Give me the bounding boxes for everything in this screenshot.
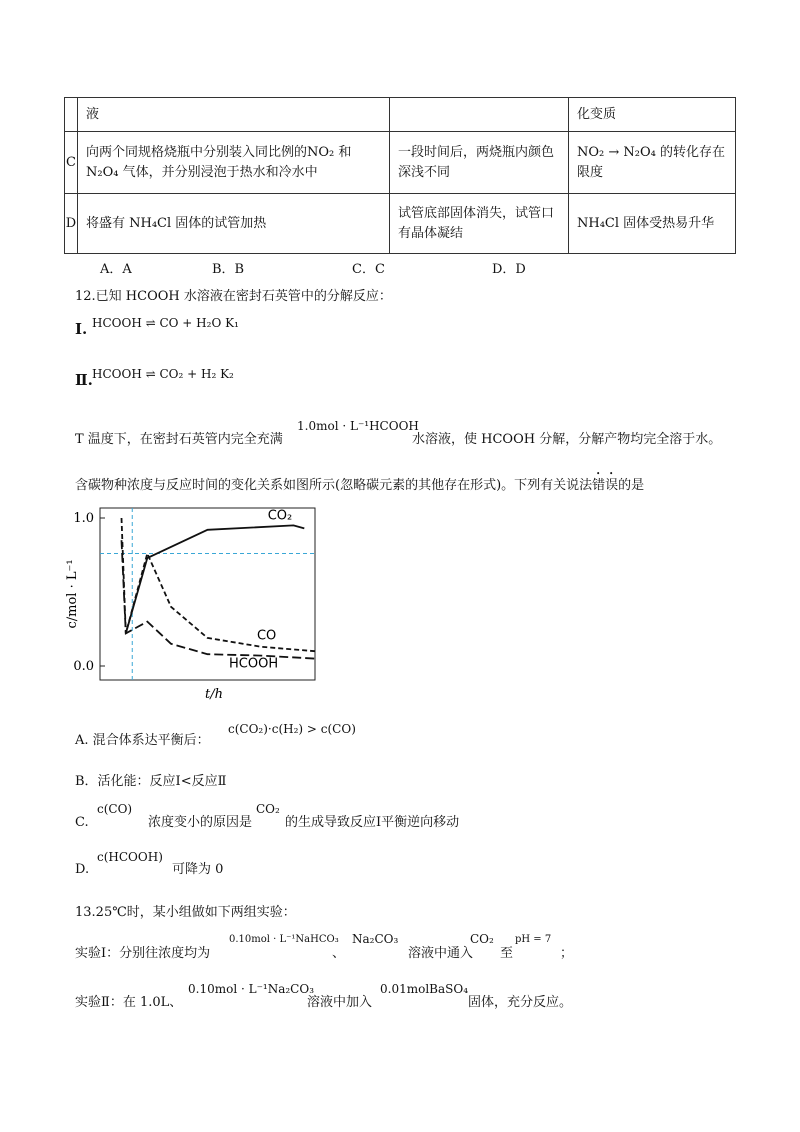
q12-emphasis: 错误 xyxy=(592,478,619,493)
y-axis-label: c/mol · L⁻¹ xyxy=(65,559,80,629)
q12-condition-a: T 温度下，在密封石英管内完全充满 xyxy=(75,432,283,447)
reaction-1-label: Ⅰ. xyxy=(75,320,88,338)
q12-option-b: B．活化能：反应Ⅰ<反应Ⅱ xyxy=(75,774,227,789)
option-d: D．D xyxy=(492,262,526,277)
q12-concentration: 1.0mol · L⁻¹HCOOH xyxy=(297,419,419,433)
q13-exp2-a: 实验Ⅱ：在 1.0L、 xyxy=(75,995,183,1010)
q12-question-b: 的是 xyxy=(618,478,645,493)
table-cell: NH₄Cl 固体受热易升华 xyxy=(569,194,736,254)
chart-svg xyxy=(60,500,330,710)
series-line-0 xyxy=(126,525,304,633)
q13-exp1-h: pH = 7 xyxy=(515,934,552,945)
q13-exp2-b: 0.10mol · L⁻¹Na₂CO₃ xyxy=(188,982,315,996)
q12-option-d-formula: c(HCOOH) xyxy=(97,850,163,864)
table-cell: 一段时间后，两烧瓶内颜色深浅不同 xyxy=(390,132,569,194)
y-tick-label: 0.0 xyxy=(73,659,94,674)
x-axis-label: t/h xyxy=(205,687,223,702)
table-cell: 试管底部固体消失，试管口有晶体凝结 xyxy=(390,194,569,254)
table-cell: 液 xyxy=(78,98,390,132)
table-cell xyxy=(390,98,569,132)
reaction-2-equation: HCOOH ⇌ CO₂ + H₂ K₂ xyxy=(92,367,234,381)
series-line-2 xyxy=(122,540,316,658)
table-cell: 化变质 xyxy=(569,98,736,132)
table-row xyxy=(65,194,736,254)
option-b: B．B xyxy=(212,262,245,277)
table-cell: NO₂ → N₂O₄ 的转化存在限度 xyxy=(569,132,736,194)
q13-exp1-c: 、 xyxy=(332,946,346,961)
q13-exp1-b: 0.10mol · L⁻¹NaHCO₃ xyxy=(229,934,339,945)
reaction-1-equation: HCOOH ⇌ CO + H₂O K₁ xyxy=(92,316,239,330)
y-tick-label: 1.0 xyxy=(73,511,94,526)
q13-exp2-d: 0.01molBaSO₄ xyxy=(380,982,469,996)
q12-option-d-label: D. xyxy=(75,862,90,877)
experiment-table xyxy=(64,97,736,254)
q13-exp1-d: Na₂CO₃ xyxy=(352,932,399,946)
row-label: D xyxy=(65,194,78,254)
series-label: CO₂ xyxy=(267,508,293,524)
q12-option-c-formula: c(CO) xyxy=(97,802,133,816)
q13-exp1-f: CO₂ xyxy=(470,932,494,946)
option-c: C．C xyxy=(352,262,385,277)
row-label xyxy=(65,98,78,132)
q13-stem: 13.25℃时，某小组做如下两组实验： xyxy=(75,905,296,920)
q12-question-a: 含碳物种浓度与反应时间的变化关系如图所示(忽略碳元素的其他存在形式)。下列有关说法 xyxy=(75,478,593,493)
q13-exp1-e: 溶液中通入 xyxy=(408,946,474,961)
table-cell: 将盛有 NH₄Cl 固体的试管加热 xyxy=(78,194,390,254)
series-label: CO xyxy=(256,628,277,644)
option-a: A．A xyxy=(100,262,132,277)
q13-exp1-g: 至 xyxy=(500,946,514,961)
series-label: HCOOH xyxy=(229,656,279,672)
q13-exp1-a: 实验Ⅰ：分别往浓度均为 xyxy=(75,946,211,961)
q12-condition-c: 水溶液，使 HCOOH 分解，分解产物均完全溶于水。 xyxy=(412,432,722,447)
q12-option-a-text: A. 混合体系达平衡后： xyxy=(75,733,210,748)
row-label: C xyxy=(65,132,78,194)
table-cell: 向两个同规格烧瓶中分别装入同比例的NO₂ 和 N₂O₄ 气体，并分别浸泡于热水和冷水中 xyxy=(78,132,390,194)
table-row xyxy=(65,98,736,132)
q13-exp2-c: 溶液中加入 xyxy=(307,995,373,1010)
q12-option-c-formula-2: CO₂ xyxy=(256,802,280,816)
q12-option-d-text: 可降为 0 xyxy=(172,862,224,877)
q12-stem: 12.已知 HCOOH 水溶液在密封石英管中的分解反应： xyxy=(75,289,392,304)
q12-option-c-label: C. xyxy=(75,815,89,830)
q12-question-line xyxy=(75,470,644,496)
q12-option-c-text: 浓度变小的原因是 xyxy=(148,815,253,830)
concentration-chart xyxy=(60,500,330,710)
q13-exp1-i: ； xyxy=(560,946,574,961)
series-line-1 xyxy=(122,518,316,651)
q12-option-a-formula: c(CO₂)·c(H₂) > c(CO) xyxy=(228,722,356,736)
table-row xyxy=(65,132,736,194)
q13-exp2-e: 固体，充分反应。 xyxy=(468,995,573,1010)
q12-option-c-text-2: 的生成导致反应Ⅰ平衡逆向移动 xyxy=(285,815,460,830)
reaction-2-label: Ⅱ. xyxy=(75,371,93,389)
